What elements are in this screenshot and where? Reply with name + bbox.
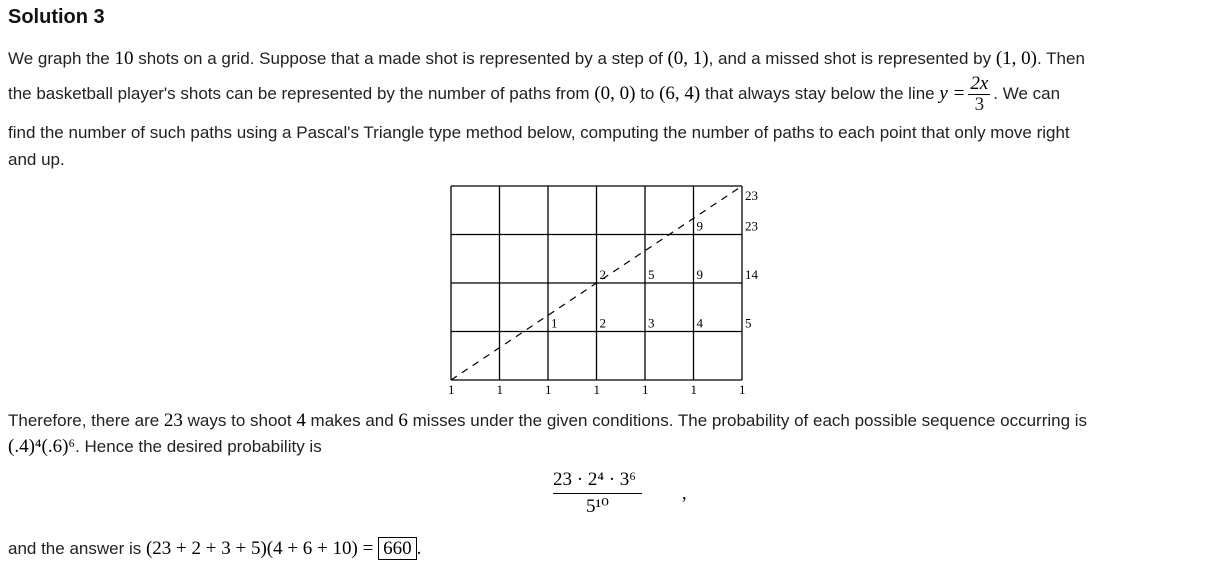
paragraph-1-line-4: and up. xyxy=(8,150,65,169)
path-count-label: 2 xyxy=(599,315,606,331)
path-count-label: 23 xyxy=(745,218,758,234)
path-count-label: 1 xyxy=(593,382,600,395)
path-count-label: 1 xyxy=(448,382,455,395)
probability-denominator: 5¹⁰ xyxy=(586,496,609,517)
path-count-label: 5 xyxy=(745,315,752,331)
path-count-label: 1 xyxy=(739,382,746,395)
paragraph-1-line-1: We graph the 10 shots on a grid. Suppose that a made shot is represented by a step of (0, 1), and a missed shot is represented by (1, 0). Then xyxy=(8,48,1085,69)
fraction-2x-over-3: $\frac{2x}{3}$ xyxy=(970,73,989,115)
path-count-label: 9 xyxy=(696,218,703,234)
path-count-label: 3 xyxy=(648,315,655,331)
path-count-label: 4 xyxy=(696,315,703,331)
pascal-path-grid xyxy=(440,180,780,395)
path-count-label: 1 xyxy=(545,382,552,395)
paragraph-2-line-2: (.4)⁴(.6)⁶. Hence the desired probability is xyxy=(8,436,322,457)
solution-heading: Solution 3 xyxy=(8,6,105,28)
paragraph-1-line-3: find the number of such paths using a Pascal's Triangle type method below, computing the number of paths to each point that only move right xyxy=(8,123,1070,142)
probability-display: $\frac{\text{23 · 2⁴ · 3⁶}}{\text{5¹⁰}}$ , xyxy=(553,469,687,517)
path-count-label: 5 xyxy=(648,267,655,282)
final-answer-line: and the answer is (23 + 2 + 3 + 5)(4 + 6 + 10) = 660 . xyxy=(8,538,422,559)
path-count-label: 2 xyxy=(599,267,606,282)
path-count-label: 9 xyxy=(696,267,703,282)
paragraph-1-line-2: the basketball player's shots can be represented by the number of paths from (0, 0) to (6, 4) that always stay below the line y = $\frac{2x}{3}$ . We can xyxy=(8,73,1061,115)
path-count-label: 1 xyxy=(551,315,558,331)
path-count-label: 1 xyxy=(690,382,697,395)
probability-numerator: 23 · 2⁴ · 3⁶ xyxy=(553,470,642,494)
path-count-label: 23 xyxy=(745,188,758,203)
paragraph-2-line-1: Therefore, there are 23 ways to shoot 4 makes and 6 misses under the given conditions. The probability of each possible sequence occurring is xyxy=(8,410,1088,431)
path-count-label: 1 xyxy=(496,382,503,395)
answer-box: 660 xyxy=(378,537,417,560)
path-count-label: 1 xyxy=(642,382,649,395)
path-count-label: 14 xyxy=(745,267,758,282)
